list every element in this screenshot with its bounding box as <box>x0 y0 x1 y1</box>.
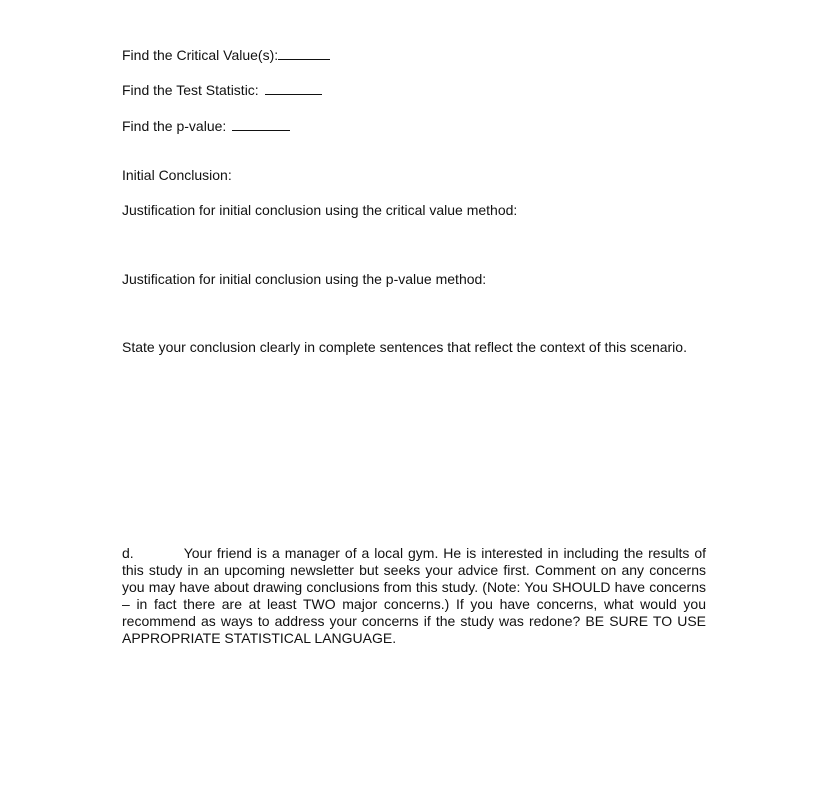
p-value-label: Find the p-value: <box>122 118 227 134</box>
state-conclusion-prompt: State your conclusion clearly in complete sentences that reflect the context of this scenario. <box>122 339 687 355</box>
test-statistic-label: Find the Test Statistic: <box>122 82 259 98</box>
part-d-question <box>122 545 706 647</box>
critical-value-label: Find the Critical Value(s): <box>122 47 279 63</box>
justification-critical-label: Justification for initial conclusion using the critical value method: <box>122 202 518 218</box>
part-d-text: Your friend is a manager of a local gym. He is interested in including the results of this study in an upcoming newsletter but seeks your advice first. Comment on any concerns you may have about drawing conclusions from this study. (Note: You SHOULD have concerns – in fact there are at least TWO major concerns.) If you have concerns, what would you recommend as ways to address your concerns if the study was redone? BE SURE TO USE APPROPRIATE STATISTICAL LANGUAGE. <box>122 545 706 646</box>
p-value-blank <box>232 117 290 131</box>
critical-value-blank <box>278 46 330 60</box>
test-statistic-line <box>122 81 322 99</box>
critical-value-line <box>122 46 330 64</box>
test-statistic-blank <box>265 81 322 95</box>
part-d-label: d. <box>122 545 134 561</box>
p-value-line <box>122 117 290 135</box>
initial-conclusion-label: Initial Conclusion: <box>122 167 232 183</box>
justification-pvalue-label: Justification for initial conclusion using the p-value method: <box>122 271 487 287</box>
